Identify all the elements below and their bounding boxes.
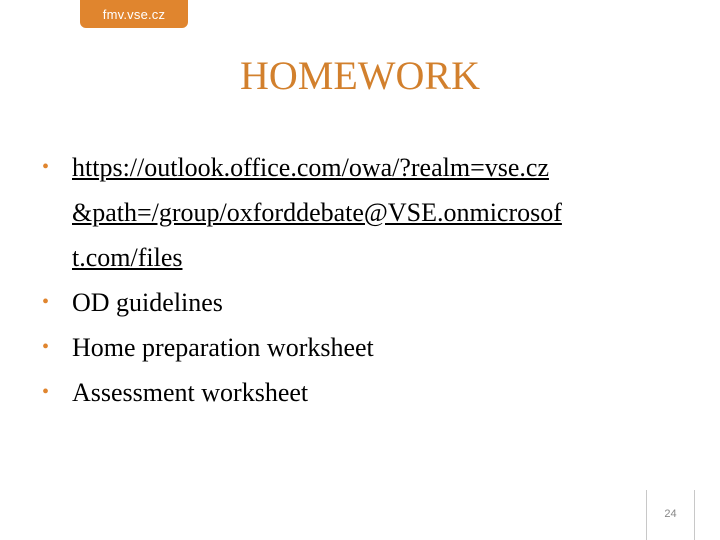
outlook-group-files-link[interactable]	[72, 145, 690, 280]
bullet-item-home-preparation	[40, 325, 690, 370]
bullet-item-link	[40, 145, 690, 280]
bullet-item-assessment	[40, 370, 690, 415]
page-number-divider	[694, 490, 695, 540]
bullet-text: Home preparation worksheet	[72, 333, 374, 362]
bullet-item-od-guidelines	[40, 280, 690, 325]
bullet-dot-icon: •	[42, 381, 50, 403]
bullet-text: OD guidelines	[72, 288, 223, 317]
link-line-2: &path=/group/oxforddebate@VSE.onmicrosof	[72, 198, 562, 227]
bullet-dot-icon: •	[42, 336, 50, 358]
bullet-list	[40, 145, 690, 415]
link-line-1: https://outlook.office.com/owa/?realm=vse.cz	[72, 153, 549, 182]
bullet-text: Assessment worksheet	[72, 378, 309, 407]
bullet-dot-icon: •	[42, 156, 50, 178]
fmv-logo-badge[interactable]	[80, 0, 188, 28]
bullet-dot-icon: •	[42, 291, 50, 313]
page-number: 24	[646, 490, 694, 540]
slide-title: HOMEWORK	[240, 53, 480, 98]
link-line-3: t.com/files	[72, 243, 183, 272]
logo-text: fmv.vse.cz	[102, 6, 166, 22]
